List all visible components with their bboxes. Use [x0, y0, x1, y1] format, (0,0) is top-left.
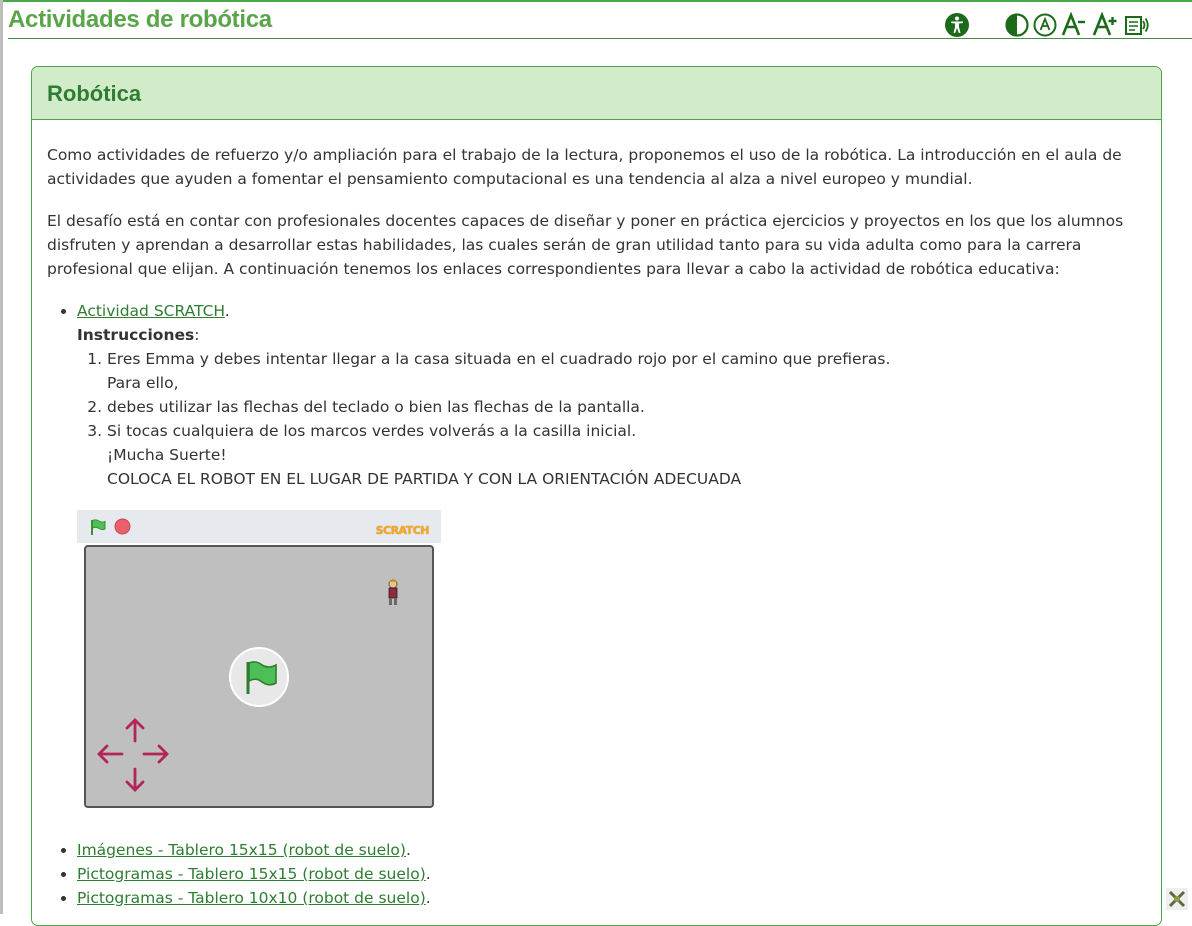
step-text: Eres Emma y debes intentar llegar a la casa situada en el cuadrado rojo por el camino que prefieras.	[107, 350, 891, 368]
instructions-label: Instrucciones	[77, 326, 195, 344]
link-suffix: .	[425, 865, 431, 883]
instructions-list	[77, 347, 1147, 491]
activity-list	[47, 299, 1147, 910]
instruction-step	[107, 419, 1147, 491]
card-header	[32, 67, 1161, 120]
intro-paragraph: Como actividades de refuerzo y/o ampliación para el trabajo de la lectura, proponemos el uso de la robótica. La introducción en el aula de actividades que ayuden a fomentar el pensamiento computacional es una tendencia al alza a nivel europeo y mundial.	[47, 146, 1122, 188]
scratch-player	[77, 510, 441, 810]
scratch-activity-link[interactable]: Actividad SCRATCH	[77, 302, 225, 320]
instruction-step	[107, 395, 1147, 419]
arrow-down-icon[interactable]	[124, 767, 146, 800]
card-title: Robótica	[47, 81, 142, 106]
tools-icon[interactable]	[1166, 888, 1188, 910]
list-item	[77, 299, 1147, 810]
arrow-right-icon[interactable]	[142, 743, 170, 772]
list-item	[77, 838, 1147, 862]
font-decrease-icon[interactable]	[1061, 12, 1087, 38]
green-flag-icon	[242, 659, 280, 704]
scratch-logo: SCRATCH	[375, 524, 429, 537]
step-text: Para ello,	[107, 374, 179, 392]
step-text: Si tocas cualquiera de los marcos verdes volverás a la casilla inicial.	[107, 422, 637, 440]
pictograms-board-15-link[interactable]: Pictogramas - Tablero 15x15 (robot de suelo)	[77, 865, 426, 883]
list-item	[77, 886, 1147, 910]
robotica-card	[31, 66, 1162, 926]
list-item	[77, 862, 1147, 886]
images-board-15-link[interactable]: Imágenes - Tablero 15x15 (robot de suelo)	[77, 841, 406, 859]
page-title: Actividades de robótica	[8, 6, 272, 33]
instructions-colon: :	[194, 326, 200, 344]
card-body	[47, 143, 1147, 910]
link-suffix: .	[425, 889, 431, 907]
contrast-icon[interactable]	[1004, 12, 1030, 38]
step-text: ¡Mucha Suerte!	[107, 446, 227, 464]
arrow-left-icon[interactable]	[96, 743, 124, 772]
left-edge	[0, 0, 3, 914]
robot-sprite-icon	[386, 579, 400, 614]
step-text: debes utilizar las flechas del teclado o bien las flechas de la pantalla.	[107, 398, 645, 416]
pictograms-board-10-link[interactable]: Pictogramas - Tablero 10x10 (robot de suelo)	[77, 889, 426, 907]
font-a-icon[interactable]	[1032, 12, 1058, 38]
accessibility-icon[interactable]	[944, 12, 970, 38]
step-text: COLOCA EL ROBOT EN EL LUGAR DE PARTIDA Y CON LA ORIENTACIÓN ADECUADA	[107, 470, 742, 488]
start-flag-button[interactable]	[229, 647, 289, 707]
green-flag-icon[interactable]	[89, 518, 107, 543]
stop-icon[interactable]	[114, 518, 131, 542]
challenge-paragraph: El desafío está en contar con profesionales docentes capaces de diseñar y poner en práctica ejercicios y proyectos en los que los alumnos disfruten y aprendan a desarrollar estas habilidades, las cuales serán de gran utilidad tanto para su vida adulta como para la carrera profesional que elijan. A continuación tenemos los enlaces correspondientes para llevar a cabo la actividad de robótica educativa:	[47, 212, 1124, 278]
font-increase-icon[interactable]	[1092, 12, 1118, 38]
link-suffix: .	[224, 302, 230, 320]
scratch-stage[interactable]	[84, 545, 434, 808]
instruction-step	[107, 347, 1147, 395]
link-suffix: .	[405, 841, 411, 859]
page-header	[8, 2, 1192, 39]
read-aloud-icon[interactable]	[1124, 12, 1150, 38]
scratch-toolbar	[77, 510, 441, 543]
